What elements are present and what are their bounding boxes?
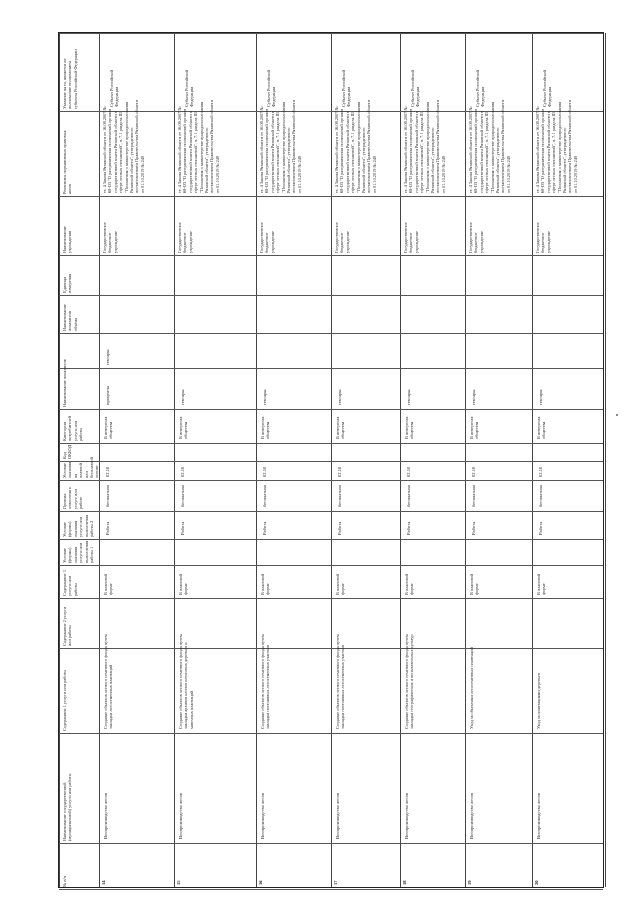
- row-separator-line: [400, 33, 401, 887]
- indicator-unit: гектары: [471, 389, 476, 405]
- okved-code: 02.10: [538, 466, 543, 477]
- work-content: Уход за объектами лесосеменных плантаций: [469, 647, 474, 729]
- consumer-category: В интересах общества: [103, 416, 114, 439]
- indicator-unit: гектары: [262, 389, 267, 405]
- column-separator-line: [59, 295, 603, 296]
- okved-code: 02.10: [471, 466, 476, 477]
- column-separator-line: [59, 598, 603, 599]
- payment-basis: бесплатная: [337, 485, 342, 507]
- service-name: Воспроизводство лесов: [536, 792, 541, 839]
- payment-basis: бесплатная: [105, 485, 110, 507]
- okved-code: 02.10: [105, 466, 110, 477]
- column-header: Код ОКВЭД: [62, 444, 73, 459]
- indicator-unit: гектары: [337, 389, 342, 405]
- legal-act: ст. 4 Закона Рязанской области от 16.08.2007 № 68-ОЗ "О разграничении полномочий органов государственной власти Рязанской области в сфере лесных отношений", п. 7.1 раздела III "Положения о министерстве природопользования Рязанской области", утвержденного постановлением Правительства Рязанской области от 01.10.2019 № 249: [177, 100, 220, 193]
- authority-subject: Субъект Российской Федерации: [410, 69, 421, 107]
- consumer-category: В интересах общества: [469, 416, 480, 439]
- row-number: 19: [467, 880, 472, 885]
- service-name: Воспроизводство лесов: [103, 792, 108, 839]
- row-number: 20: [534, 880, 539, 885]
- institution-type: Государственное бюджетное учреждение: [259, 222, 275, 253]
- row-number: 14: [101, 880, 106, 885]
- column-header: Содержание 1 услуги или работы: [62, 669, 67, 731]
- service-form: В плановой форме: [103, 573, 114, 595]
- row-separator-line: [256, 33, 257, 887]
- column-separator-line: [59, 196, 603, 197]
- okved-code: 02.10: [406, 466, 411, 477]
- column-separator-line: [59, 565, 603, 566]
- okved-code: 02.10: [180, 466, 185, 477]
- row-number: 16: [258, 880, 263, 885]
- payment-basis: бесплатная: [180, 485, 185, 507]
- legal-act: ст. 4 Закона Рязанской области от 16.08.2007 № 68-ОЗ "О разграничении полномочий органов государственной власти Рязанской области в сфере лесных отношений", п. 7.1 раздела III "Положения о министерстве природопользования Рязанской области", утвержденного постановлением Правительства Рязанской области от 01.10.2019 № 249: [403, 100, 446, 193]
- institution-type: Государственное бюджетное учреждение: [468, 222, 484, 253]
- column-separator-line: [59, 409, 603, 410]
- okved-code: 02.10: [262, 466, 267, 477]
- column-separator-line: [59, 511, 603, 512]
- row-number: 17: [333, 880, 338, 885]
- column-header: Реквизиты нормативных правовых актов: [62, 130, 73, 194]
- column-header: Наименование государственной (муниципальной) услуги или работы: [62, 773, 73, 841]
- column-separator-line: [59, 33, 603, 34]
- consumer-category: В интересах общества: [178, 416, 189, 439]
- work-content: Создание объектов лесного семенного фонда путем закладки лесосеменных плантаций: [103, 634, 114, 729]
- work-content: Создание объектов лесного семенного фонда путем закладки постоянных лесосеменных участков: [335, 634, 346, 729]
- column-separator-line: [59, 255, 603, 256]
- service-form: В плановой форме: [404, 573, 415, 595]
- payment-basis: бесплатная: [406, 485, 411, 507]
- legal-act: ст. 4 Закона Рязанской области от 16.08.2007 № 68-ОЗ "О разграничении полномочий органов государственной власти Рязанской области в сфере лесных отношений", п. 7.1 раздела III "Положения о министерстве природопользования Рязанской области", утвержденного постановлением Правительства Рязанской области от 01.10.2019 № 249: [535, 100, 578, 193]
- attribute-type: Работа: [105, 521, 110, 535]
- service-form: В плановой форме: [335, 573, 346, 595]
- service-form: В плановой форме: [260, 573, 271, 595]
- column-separator-line: [59, 480, 603, 481]
- authority-subject: Субъект Российской Федерации: [475, 69, 486, 107]
- column-header: Наименование учреждения: [62, 226, 73, 253]
- authority-subject: Субъект Российской Федерации: [542, 69, 553, 107]
- column-header: Категории потребителей услуги или работы: [62, 416, 84, 441]
- okved-code: 02.10: [337, 466, 342, 477]
- scanned-table-page: [58, 32, 604, 888]
- indicator-unit-2: гектары: [105, 349, 110, 365]
- column-separator-line: [59, 733, 603, 734]
- column-header: Указание на то, является ли полномочие полномочием субъекта Российской Федерации: [62, 49, 78, 109]
- attribute-type: Работа: [337, 521, 342, 535]
- column-header: Содержание 3 услуги или работы: [62, 570, 78, 596]
- service-name: Воспроизводство лесов: [335, 792, 340, 839]
- column-header: Единица измерения: [62, 273, 73, 293]
- column-separator-line: [59, 333, 603, 334]
- institution-type: Государственное бюджетное учреждение: [102, 222, 118, 253]
- authority-subject: Субъект Российской Федерации: [184, 69, 195, 107]
- row-separator-line: [331, 33, 332, 887]
- legal-act: ст. 4 Закона Рязанской области от 16.08.2007 № 68-ОЗ "О разграничении полномочий органов государственной власти Рязанской области в сфере лесных отношений", п. 7.1 раздела III "Положения о министерстве природопользования Рязанской области", утвержденного постановлением Правительства Рязанской области от 01.10.2019 № 249: [334, 100, 377, 193]
- authority-subject: Субъект Российской Федерации: [266, 69, 277, 107]
- consumer-category: В интересах общества: [404, 416, 415, 439]
- column-separator-line: [59, 843, 603, 844]
- payment-basis: бесплатная: [471, 485, 476, 507]
- consumer-category: В интересах общества: [260, 416, 271, 439]
- column-header: Условие (формы) оказания услуги или выполнения работы 2: [62, 514, 95, 537]
- authority-subject: Субъект Российской Федерации: [341, 69, 352, 107]
- institution-type: Государственное бюджетное учреждение: [334, 222, 350, 253]
- institution-type: Государственное бюджетное учреждение: [403, 222, 419, 253]
- column-header: Содержание 2 услуги или работы: [62, 606, 73, 646]
- service-name: Воспроизводство лесов: [178, 792, 183, 839]
- column-separator-line: [59, 648, 603, 649]
- row-separator-line: [465, 33, 466, 887]
- column-header: Наименование показателя объёма: [62, 304, 78, 331]
- authority-subject: Субъект Российской Федерации: [109, 69, 120, 107]
- service-name: Воспроизводство лесов: [469, 792, 474, 839]
- service-form: В плановой форме: [178, 573, 189, 595]
- column-separator-line: [59, 443, 603, 444]
- consumer-category: В интересах общества: [536, 416, 547, 439]
- column-separator-line: [59, 539, 603, 540]
- column-separator-line: [59, 889, 603, 890]
- row-separator-line: [605, 33, 606, 887]
- column-separator-line: [59, 461, 603, 462]
- attribute-type: Работа: [180, 521, 185, 535]
- column-header: Признак отнесения к услуге или работе: [62, 487, 84, 509]
- institution-type: Государственное бюджетное учреждение: [535, 222, 551, 253]
- payment-basis: бесплатная: [262, 485, 267, 507]
- row-number: 18: [402, 880, 407, 885]
- work-content: Уход за плантациями деревьев: [536, 673, 541, 729]
- payment-basis: бесплатная: [538, 485, 543, 507]
- attribute-type: Работа: [262, 521, 267, 535]
- row-separator-line: [174, 33, 175, 887]
- consumer-category: В интересах общества: [335, 416, 346, 439]
- indicator-unit: проценты: [105, 385, 110, 405]
- indicator-unit: гектары: [538, 389, 543, 405]
- column-header: Наименование показателя: [62, 359, 67, 407]
- column-header: № п/п: [62, 876, 67, 887]
- legal-act: ст. 4 Закона Рязанской области от 16.08.2007 № 68-ОЗ "О разграничении полномочий органов государственной власти Рязанской области в сфере лесных отношений", п. 7.1 раздела III "Положения о министерстве природопользования Рязанской области", утвержденного постановлением Правительства Рязанской области от 01.10.2019 № 249: [468, 100, 511, 193]
- legal-act: ст. 4 Закона Рязанской области от 16.08.2007 № 68-ОЗ "О разграничении полномочий органов государственной власти Рязанской области в сфере лесных отношений", п. 7.1 раздела III "Положения о министерстве природопользования Рязанской области", утвержденного постановлением Правительства Рязанской области от 01.10.2019 № 249: [259, 100, 302, 193]
- row-number: 15: [176, 880, 181, 885]
- work-content: Создание объектов лесного семенного фонда путем закладки географических и испытательных культур: [404, 634, 415, 729]
- institution-type: Государственное бюджетное учреждение: [177, 222, 193, 253]
- column-header: Условие (формы) оказания услуги или выполнения работы 1: [62, 540, 95, 563]
- scan-speck: [616, 414, 618, 416]
- service-name: Воспроизводство лесов: [260, 792, 265, 839]
- legal-act: ст. 4 Закона Рязанской области от 16.08.2007 № 68-ОЗ "О разграничении полномочий органов государственной власти Рязанской области в сфере лесных отношений", п. 7.1 раздела III "Положения о министерстве природопользования Рязанской области", утвержденного постановлением Правительства Рязанской области от 01.10.2019 № 249: [102, 100, 145, 193]
- attribute-type: Работа: [471, 521, 476, 535]
- indicator-unit: гектары: [406, 389, 411, 405]
- service-form: В плановой форме: [469, 573, 480, 595]
- attribute-type: Работа: [406, 521, 411, 535]
- service-name: Воспроизводство лесов: [404, 792, 409, 839]
- row-separator-line: [59, 33, 60, 887]
- column-header: Условие оказания на платной или бесплатной основе: [62, 457, 100, 478]
- work-content: Создание объектов лесного семенного фонда путем закладки архивов клонов плюсовых деревьев и маточных плантаций: [178, 634, 194, 729]
- column-separator-line: [59, 368, 603, 369]
- row-separator-line: [532, 33, 533, 887]
- work-content: Создание объектов лесного семенного фонда путем закладки постоянных лесосеменных участков: [260, 634, 271, 729]
- attribute-type: Работа: [538, 521, 543, 535]
- service-form: В плановой форме: [536, 573, 547, 595]
- indicator-unit: гектары: [180, 389, 185, 405]
